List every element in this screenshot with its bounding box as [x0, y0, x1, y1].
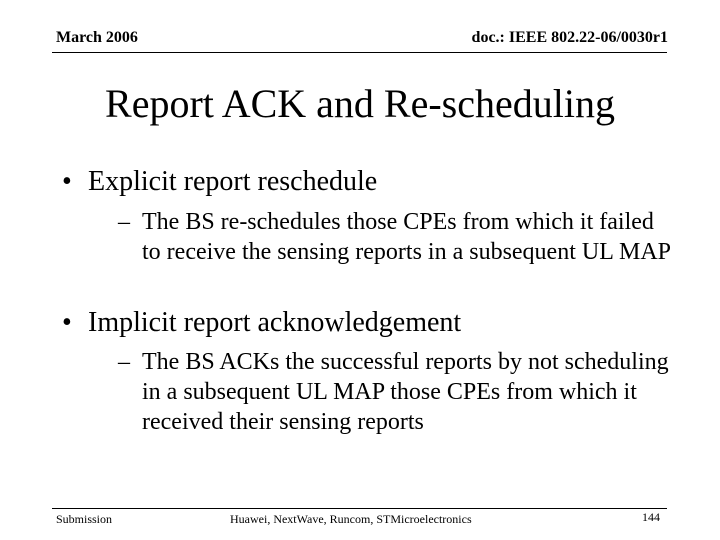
- footer-submission: Submission: [56, 512, 113, 526]
- bullet-explicit-report: [62, 165, 377, 199]
- footer-divider: [52, 508, 667, 509]
- header-date: March 2006: [56, 29, 138, 46]
- header-doc-id: doc.: IEEE 802.22-06/0030r1: [471, 29, 668, 46]
- bullet-marker: •: [62, 166, 72, 197]
- bullet-implicit-ack: [62, 306, 461, 340]
- bullet-marker: •: [62, 307, 72, 338]
- footer-page-number: 144: [642, 510, 660, 524]
- sub-bullet-implicit-ack: [118, 347, 678, 437]
- sub-bullet-marker: –: [118, 349, 130, 375]
- header-divider: [52, 52, 667, 53]
- sub-bullet-marker: –: [118, 209, 130, 235]
- footer-authors: Huawei, NextWave, Runcom, STMicroelectronics: [230, 512, 472, 526]
- sub-bullet-text: The BS re-schedules those CPEs from which it failed to receive the sensing reports in a subsequent UL MAP: [142, 209, 671, 265]
- bullet-text: Explicit report reschedule: [88, 166, 378, 197]
- bullet-text: Implicit report acknowledgement: [88, 307, 462, 338]
- sub-bullet-explicit-report: [118, 207, 678, 267]
- slide-title: Report ACK and Re-scheduling: [105, 81, 615, 126]
- sub-bullet-text: The BS ACKs the successful reports by not scheduling in a subsequent UL MAP those CPEs from which it received their sensing reports: [142, 349, 669, 435]
